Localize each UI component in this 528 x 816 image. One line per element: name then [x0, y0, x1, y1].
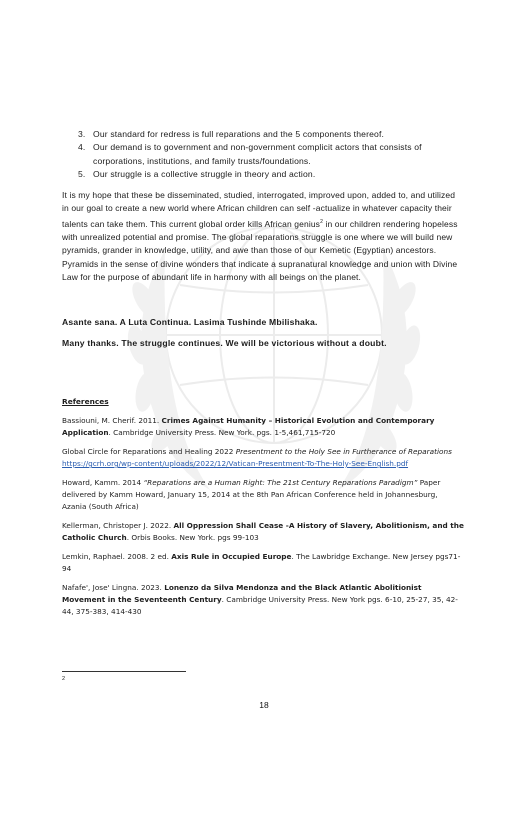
list-text: Our demand is to government and non-government complicit actors that consists of corporations, institutions, and family trusts/foundations. — [93, 142, 422, 166]
references-heading: References — [62, 397, 109, 406]
reference-item: Kellerman, Christoper J. 2022. All Oppression Shall Cease -A History of Slavery, Abolitionism, and the Catholic Church. Orbis Books. New York. pgs 99-103 — [62, 521, 464, 542]
paragraph-text: It is my hope that these be disseminated, studied, interrogated, improved upon, added to, and utilized in our goal to create a new world where African children can self -actualize in whatever capacity their talents can take them. This current global order kills African genius — [62, 190, 456, 229]
list-item — [62, 168, 464, 181]
reference-item: Bassiouni, M. Cherif. 2011. Crimes Against Humanity – Historical Evolution and Contemporary Application. Cambridge University Press. New York. pgs. 1-5,461,715-720 — [62, 416, 435, 437]
reference-item: Howard, Kamm. 2014 “Reparations are a Human Right: The 21st Century Reparations Paradigm” Paper delivered by Kamm Howard, January 15, 2014 at the 8th Pan African Conference held in Johannesburg, Azania (South Africa) — [62, 478, 441, 511]
reference-link[interactable]: https://gcrh.org/wp-content/uploads/2022/12/Vatican-Presentment-To-The-Holy-See-English.pdf — [62, 459, 409, 468]
body-paragraph — [62, 189, 464, 285]
footnote-divider — [62, 671, 186, 672]
page-number: 18 — [259, 700, 269, 710]
list-number: 5. — [78, 169, 86, 180]
closing-english: Many thanks. The struggle continues. We will be victorious without a doubt. — [62, 338, 387, 348]
demands-list — [62, 128, 464, 182]
references-list — [62, 415, 464, 625]
list-item — [62, 128, 464, 141]
list-item — [62, 141, 464, 168]
list-number: 4. — [78, 142, 86, 153]
list-text: Our standard for redress is full reparations and the 5 components thereof. — [93, 129, 385, 139]
reference-item: Nafafe', Jose' Lingna. 2023. Lonenzo da Silva Mendonza and the Black Atlantic Abolitionist Movement in the Seventeenth Century. Cambridge University Press. New York pgs. 6-10, 25-27, 35, 42-44, 375-383, 414-430 — [62, 583, 458, 616]
paragraph-text: in our children rendering hopeless with unrealized potential and promise. The global reparations struggle is one where we will build new pyramids, grander in knowledge, utility, and awe than those of our Kemetic (Egyptian) ancestors. Pyramids in the sense of divine wonders that indicate a supranatural knowledge and union with Divine Law for the purpose of abundant life in harmony with all beings on the planet. — [62, 218, 458, 283]
footnote-marker: 2 — [62, 676, 66, 682]
reference-item: Lemkin, Raphael. 2008. 2 ed. Axis Rule in Occupied Europe. The Lawbridge Exchange. New Jersey pgs71-94 — [62, 552, 461, 573]
reference-item: Global Circle for Reparations and Healing 2022 Presentment to the Holy See in Furtherance of Reparations https://gcrh.org/wp-content/uploads/2022/12/Vatican-Presentment-To-The-Holy-See-English.pdf — [62, 447, 452, 468]
list-text: Our struggle is a collective struggle in theory and action. — [93, 169, 316, 180]
list-number: 3. — [78, 129, 86, 139]
closing-swahili: Asante sana. A Luta Continua. Lasima Tushinde Mbilishaka. — [62, 317, 318, 327]
footnote-reference[interactable]: 2 — [320, 218, 323, 225]
